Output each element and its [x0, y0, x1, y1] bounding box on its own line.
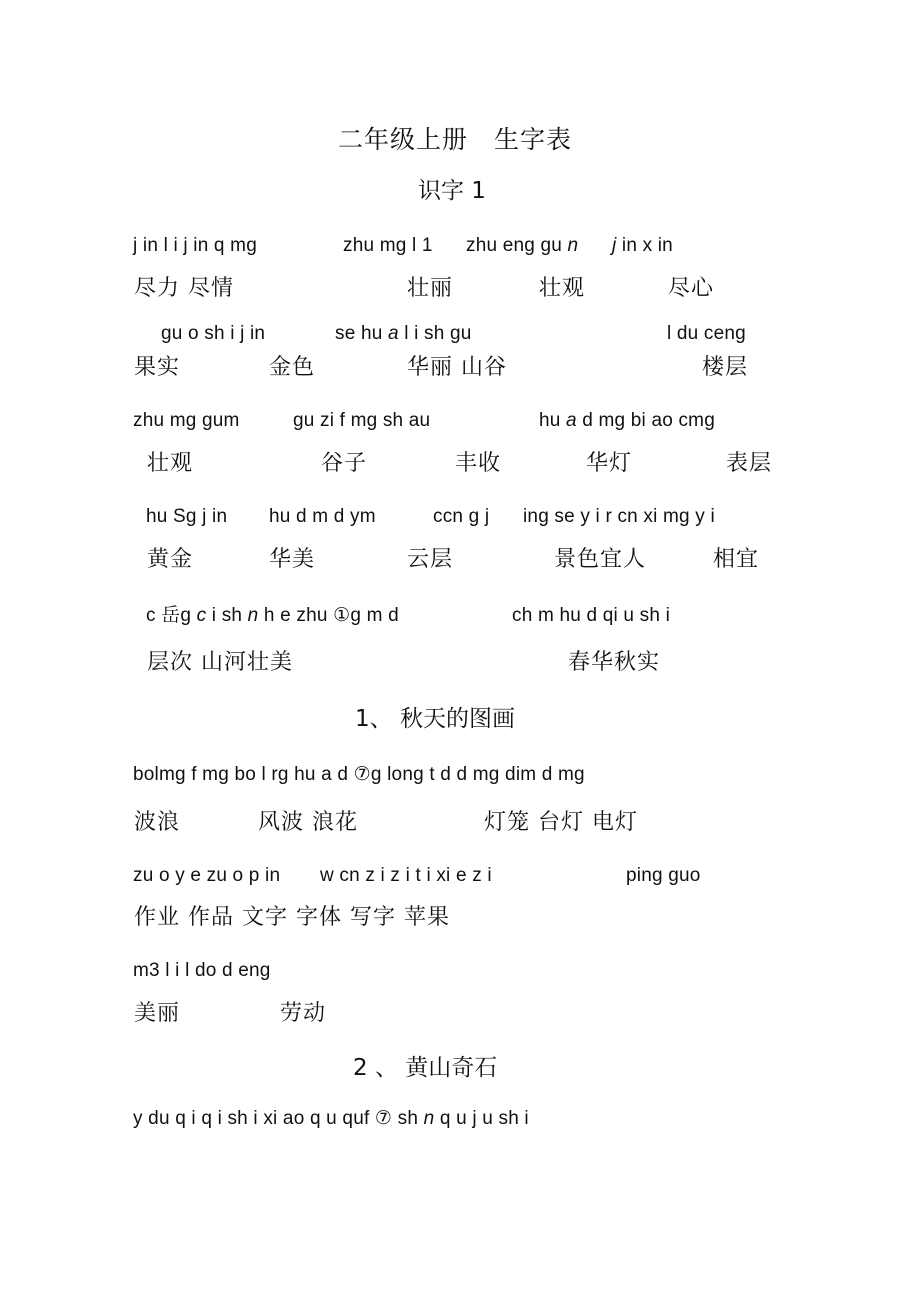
word-group: 壮观 [147, 451, 194, 476]
pinyin-line: zhu mg gum [133, 410, 240, 431]
word-group: 劳动 [280, 1001, 327, 1026]
word-group: 表层 [726, 451, 773, 476]
word-group: 相宜 [713, 547, 760, 572]
section-heading-lesson-2: 2 、 黄山奇石 [353, 1055, 498, 1081]
word-group: 华丽 山谷 [407, 355, 507, 380]
word-group: 波浪 [134, 810, 181, 835]
word-group: 风波 浪花 [258, 810, 358, 835]
section-heading-shizi-1: 识字 1 [418, 178, 486, 204]
pinyin-line: ch m hu d qi u sh i [512, 605, 670, 626]
pinyin-line: se hu a l i sh gu [335, 323, 472, 344]
pinyin-line: hu Sg j in [146, 506, 228, 527]
pinyin-line: y du q i q i sh i xi ao q u quf ⑦ sh n q u j u sh i [133, 1108, 529, 1129]
word-group: 黄金 [147, 547, 194, 572]
word-group: 楼层 [702, 355, 749, 380]
pinyin-line: hu d m d ym [269, 506, 376, 527]
pinyin-line: l du ceng [667, 323, 746, 344]
pinyin-line: c 岳g c i sh n h e zhu ①g m d [146, 605, 399, 626]
pinyin-line: j in l i j in q mg [133, 235, 257, 256]
word-group: 美丽 [134, 1001, 181, 1026]
word-group: 层次 山河壮美 [147, 650, 293, 675]
word-group: 华美 [269, 547, 316, 572]
pinyin-line: m3 l i l do d eng [133, 960, 271, 981]
pinyin-line: gu zi f mg sh au [293, 410, 431, 431]
page-title: 二年级上册 生字表 [338, 125, 573, 154]
word-group: 果实 [134, 355, 181, 380]
section-heading-lesson-1: 1、 秋天的图画 [355, 706, 515, 732]
word-group: 壮观 [539, 276, 586, 301]
pinyin-line: ing se y i r cn xi mg y i [523, 506, 715, 527]
word-group: 作业 作品 文字 字体 写字 苹果 [134, 905, 450, 930]
pinyin-line: hu a d mg bi ao cmg [539, 410, 715, 431]
word-group: 云层 [407, 547, 454, 572]
pinyin-line: ping guo [626, 865, 701, 886]
word-group: 华灯 [586, 451, 633, 476]
pinyin-line: zhu eng gu n [466, 235, 579, 256]
word-group: 尽力 尽情 [134, 276, 234, 301]
word-group: 春华秋实 [568, 650, 661, 675]
pinyin-line: zhu mg l 1 [343, 235, 433, 256]
pinyin-line: w cn z i z i t i xi e z i [320, 865, 492, 886]
pinyin-line: j in x in [612, 235, 673, 256]
word-group: 尽心 [668, 276, 715, 301]
word-group: 灯笼 台灯 电灯 [484, 810, 638, 835]
pinyin-line: bolmg f mg bo l rg hu a d ⑦g long t d d mg dim d mg [133, 764, 585, 785]
word-group: 金色 [269, 355, 316, 380]
word-group: 丰收 [455, 451, 502, 476]
word-group: 壮丽 [407, 276, 454, 301]
word-group: 谷子 [321, 451, 368, 476]
word-group: 景色宜人 [554, 547, 647, 572]
pinyin-line: ccn g j [433, 506, 490, 527]
pinyin-line: zu o y e zu o p in [133, 865, 281, 886]
pinyin-line: gu o sh i j in [161, 323, 266, 344]
